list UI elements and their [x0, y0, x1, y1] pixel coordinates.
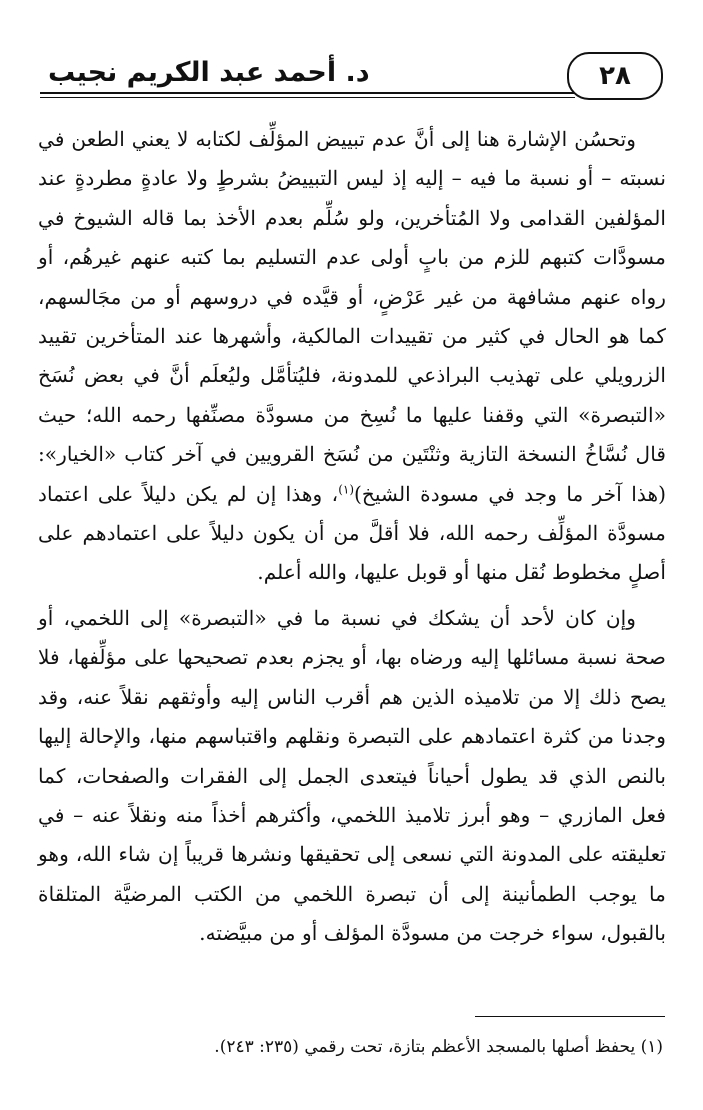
page-header	[40, 52, 663, 110]
footnote-separator	[475, 1016, 665, 1017]
footnote-reference[interactable]: (١)	[338, 481, 355, 496]
paragraph-1-text: وتحسُن الإشارة هنا إلى أنَّ عدم تبييض المؤلِّف لكتابه لا يعني الطعن في نسبته – أو نسبة ما فيه – إليه إذ ليس التبييضُ بشرطٍ ولا عادةٍ مطردةٍ عند المؤلفين القدامى ولا المُتأخرين، ولو سُلِّم بعدم الأخذ بما قاله الشيوخ في مسودَّات كتبهم للزم من بابٍ أولى عدم التسليم بما كتبه عنهم غيرهُم، أو رواه عنهم مشافهة من غير عَرْضٍ، أو قيَّده في دروسهم أو من مجَالسهم، كما هو الحال في كثير من تقييدات المالكية، وأشهرها عند المتأخرين تقييد الزرويلي على تهذيب البراذعي للمدونة، فليُتأمَّل وليُعلَم أنَّ في بعض نُسَخ «التبصرة» التي وقفنا عليها ما نُسِخ من مسودَّة مصنِّفها رحمه الله؛ حيث قال نُسَّاخُ النسخة التازية وثنْتَين من نُسَخ القرويين في آخر كتاب «الخيار»: (هذا آخر ما وجد في مسودة الشيخ)	[38, 127, 666, 506]
page-number: ٢٨	[567, 52, 663, 100]
header-rule-thin	[40, 97, 575, 98]
paragraph-1-continuation: ، وهذا إن لم يكن دليلاً على اعتماد مسودَّة المؤلِّف رحمه الله، فلا أقلَّ من أن يكون دليلاً على اعتمادهم على أصلٍ مخطوط نُقل منها أو قوبل عليها، والله أعلم.	[38, 481, 666, 585]
header-author: د. أحمد عبد الكريم نجيب	[48, 57, 370, 88]
main-text	[38, 120, 666, 954]
paragraph-1	[38, 120, 666, 593]
paragraph-2: وإن كان لأحد أن يشكك في نسبة ما في «التبصرة» إلى اللخمي، أو صحة نسبة مسائلها إليه ورضاه بها، أو يجزم بعدم تصحيحها على مؤلِّفها، فلا يصح ذلك إلا من تلاميذه الذين هم أقرب الناس إليه وأوثقهم نقلاً عنه، وقد وجدنا من كثرة اعتمادهم على التبصرة ونقلهم واقتباسهم منها، والإحالة إليها بالنص الذي قد يطول أحياناً فيتعدى الجمل إلى الفقرات والصفحات، كما فعل المازري – وهو أبرز تلاميذ اللخمي، وأكثرهم أخذاً منه ونقلاً عنه – في تعليقته على المدونة التي نسعى إلى تحقيقها ونشرها قريباً إن شاء الله، وهو ما يوجب الطمأنينة إلى أن تبصرة اللخمي من الكتب المرضيَّة المتلقاة بالقبول، سواء خرجت من مسودَّة المؤلف أو من مبيَّضته.	[38, 605, 666, 946]
header-rule	[40, 92, 575, 94]
footnote: (١) يحفظ أصلها بالمسجد الأعظم بتازة، تحت رقمي (٢٣٥: ٢٤٣).	[214, 1037, 663, 1057]
